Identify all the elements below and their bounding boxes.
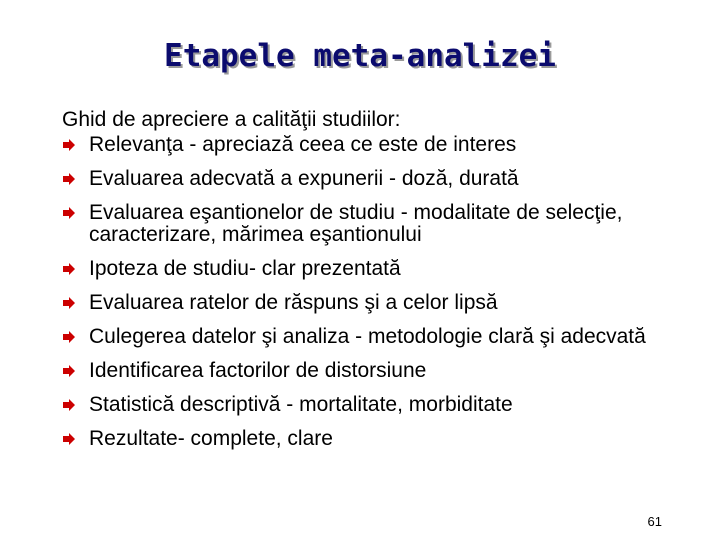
arrow-bullet-icon bbox=[62, 139, 76, 151]
arrow-bullet-icon bbox=[62, 297, 76, 309]
arrow-bullet-icon bbox=[62, 433, 76, 445]
intro-text: Ghid de apreciere a calităţii studiilor: bbox=[62, 108, 401, 131]
list-item bbox=[62, 428, 682, 450]
list-item bbox=[62, 134, 682, 156]
arrow-bullet-icon bbox=[62, 399, 76, 411]
list-item bbox=[62, 360, 682, 382]
list-item bbox=[62, 202, 682, 246]
list-item bbox=[62, 394, 682, 416]
arrow-bullet-icon bbox=[62, 365, 76, 377]
list-item bbox=[62, 258, 682, 280]
list-item-text: Relevanţa - apreciază ceea ce este de interes bbox=[89, 133, 517, 156]
arrow-bullet-icon bbox=[62, 263, 76, 275]
criteria-list bbox=[62, 134, 682, 462]
page-number: 61 bbox=[647, 514, 662, 529]
list-item bbox=[62, 292, 682, 314]
list-item-text: Statistică descriptivă - mortalitate, morbiditate bbox=[89, 393, 513, 416]
list-item bbox=[62, 168, 682, 190]
slide-title: Etapele meta-analizei bbox=[164, 38, 556, 74]
arrow-bullet-icon bbox=[62, 331, 76, 343]
arrow-bullet-icon bbox=[62, 207, 76, 219]
list-item-text: Evaluarea adecvată a expunerii - doză, durată bbox=[89, 167, 519, 190]
arrow-bullet-icon bbox=[62, 173, 76, 185]
list-item-text: Evaluarea eşantionelor de studiu - modalitate de selecţie, caracterizare, mărimea eşantionului bbox=[89, 201, 623, 246]
list-item-text: Evaluarea ratelor de răspuns şi a celor lipsă bbox=[89, 291, 498, 314]
list-item-text: Rezultate- complete, clare bbox=[89, 427, 333, 450]
list-item-text: Identificarea factorilor de distorsiune bbox=[89, 359, 427, 382]
list-item-text: Culegerea datelor şi analiza - metodologie clară şi adecvată bbox=[89, 325, 646, 348]
list-item-text: Ipoteza de studiu- clar prezentată bbox=[89, 257, 401, 280]
list-item bbox=[62, 326, 682, 348]
